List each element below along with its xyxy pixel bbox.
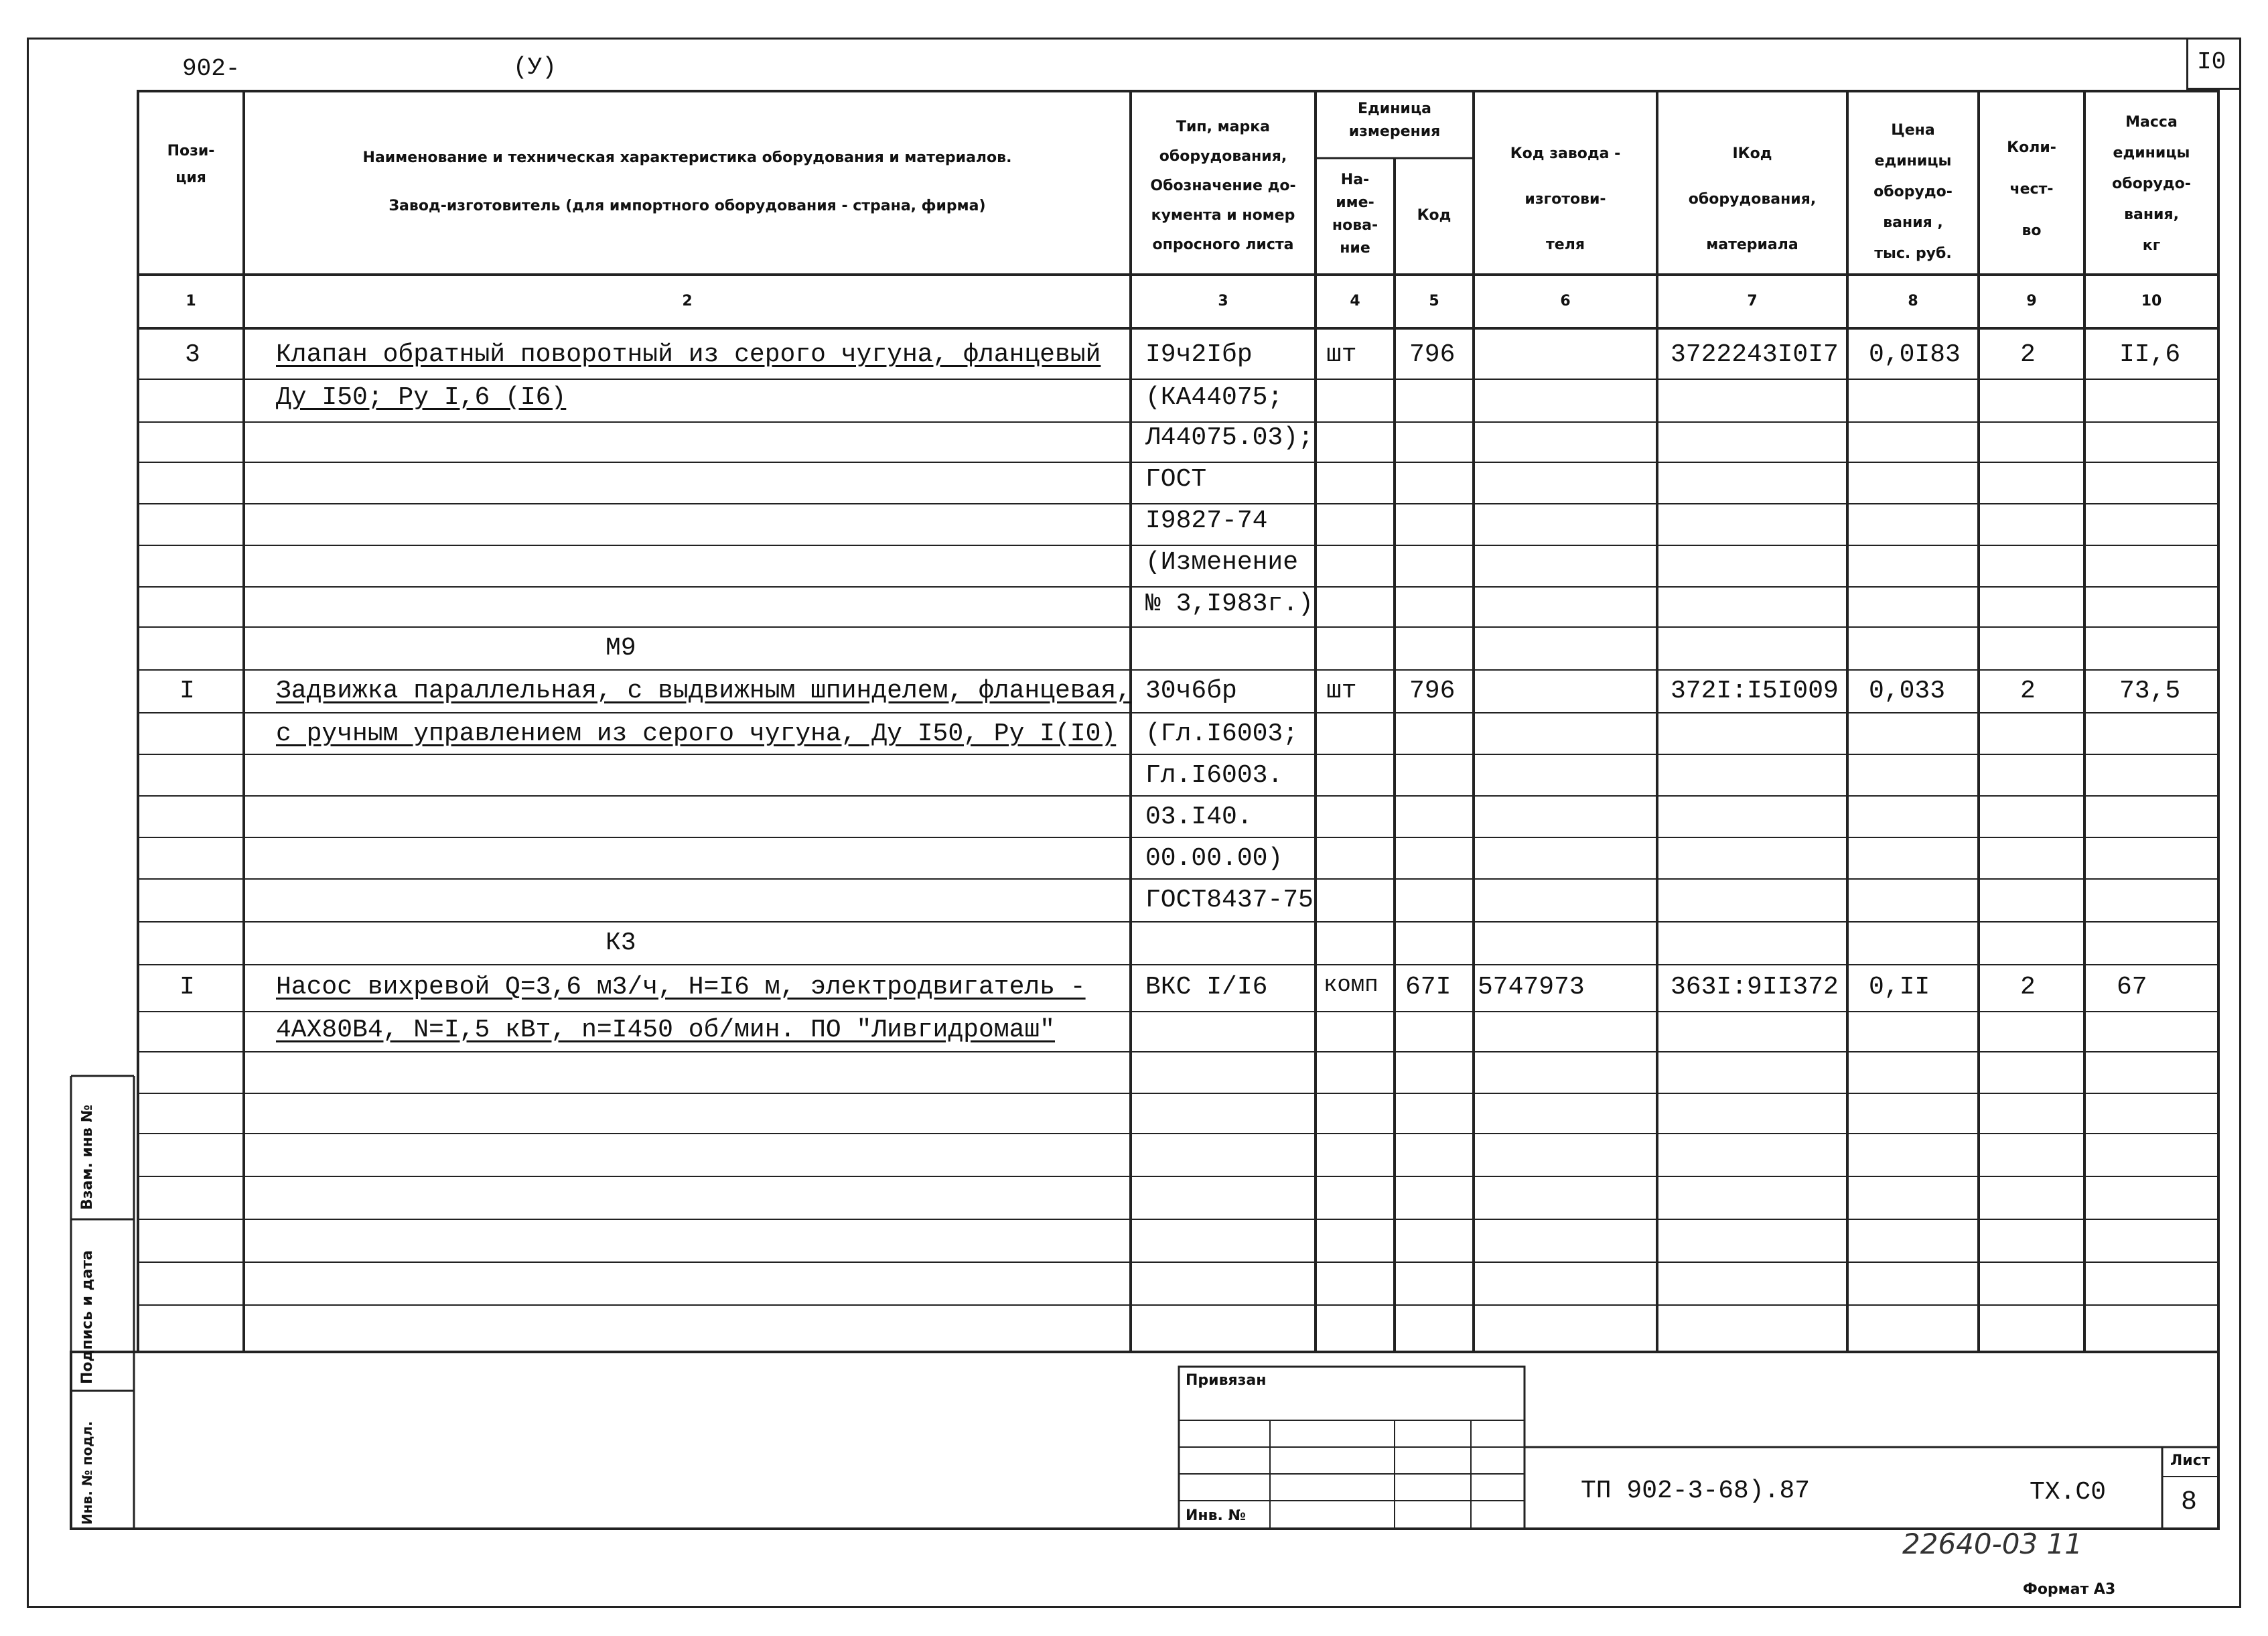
row2-unit: шт [1326, 677, 1357, 705]
row1-name-line1: Клапан обратный поворотный из серого чугуна, фланцевый [276, 340, 1101, 369]
stamp-inv: Инв. № [1186, 1507, 1247, 1524]
side-label-original: Инв. № подл. [79, 1421, 95, 1525]
row1-type-5: I9827-74 [1145, 506, 1268, 535]
row1-name-line2: Ду I50; Ру I,6 (I6) [276, 383, 567, 412]
row1-price: 0,0I83 [1869, 340, 1961, 369]
row2-name-line1: Задвижка параллельная, с выдвижным шпинделем, фланцевая, [276, 677, 1132, 705]
stamp-list-label: Лист [2170, 1452, 2210, 1469]
colnum-2: 2 [682, 293, 693, 310]
row3-position: I [180, 973, 195, 1002]
colnum-7: 7 [1747, 293, 1758, 310]
row2-equip-code: 372I:I5I009 [1671, 677, 1839, 705]
footer-handwritten-number: 22640-03 11 [1902, 1527, 2083, 1560]
row2-quantity: 2 [2020, 677, 2036, 705]
row1-type-4: ГОСТ [1145, 465, 1207, 494]
sheet-corner-number: I0 [2197, 48, 2226, 76]
row2-type-4: 03.I40. [1145, 803, 1253, 831]
colnum-5: 5 [1429, 293, 1439, 310]
row2-type-1: 30ч6бр [1145, 677, 1237, 705]
header-position: Пози- ция [167, 143, 215, 186]
colnum-6: 6 [1560, 293, 1571, 310]
row3-plant-code: 5747973 [1478, 973, 1585, 1002]
row2-type-5: 00.00.00) [1145, 844, 1283, 873]
header-unit-group: Единица измерения [1348, 100, 1441, 140]
stamp-list-number: 8 [2181, 1487, 2198, 1517]
row1-unit: шт [1326, 340, 1357, 369]
row1-type-1: I9ч2Iбр [1145, 340, 1253, 369]
row1-type-3: Л44075.03); [1145, 423, 1314, 452]
header-type: Тип, марка оборудования, Обозначение до- кумента и номер опросного листа [1150, 119, 1296, 253]
row3-mass: 67 [2117, 973, 2147, 1002]
row1-unit-code: 796 [1409, 340, 1456, 369]
colnum-8: 8 [1908, 293, 1918, 310]
section-m9: М9 [606, 634, 636, 663]
row1-type-6: (Изменение [1145, 548, 1299, 577]
row1-type-7: № 3,I983г.) [1145, 590, 1314, 618]
row3-unit: комп [1324, 973, 1378, 998]
row2-unit-code: 796 [1409, 677, 1456, 705]
stamp-doc-code: ТП 902-3-68).87 [1581, 1477, 1811, 1505]
header-mass: Масса единицы оборудо- вания, кг [2112, 114, 2191, 254]
row3-type-1: ВКС I/I6 [1145, 973, 1268, 1002]
footer-format: Формат А3 [2023, 1581, 2116, 1598]
row2-name-line2: с ручным управлением из серого чугуна, Ду I50, Ру I(I0) [276, 720, 1117, 748]
header-unit-name: На- име- нова- ние [1332, 172, 1378, 257]
row1-type-2: (КА44075; [1145, 383, 1283, 412]
doc-prefix: 902- [182, 55, 240, 82]
side-label-signature: Подпись и дата [79, 1250, 96, 1384]
colnum-10: 10 [2141, 293, 2162, 310]
header-unit-code: Код [1417, 207, 1451, 224]
row2-mass: 73,5 [2119, 677, 2181, 705]
doc-variant: (У) [513, 54, 557, 81]
row3-quantity: 2 [2020, 973, 2036, 1002]
colnum-1: 1 [186, 293, 196, 310]
stamp-sheet-code: ТХ.С0 [2030, 1478, 2107, 1507]
header-plant-code: Код завода - изготови- теля [1510, 145, 1621, 253]
colnum-4: 4 [1350, 293, 1360, 310]
header-name: Наименование и техническая характеристика оборудования и материалов. Завод-изготовитель (для импортного оборудования - страна, фирма) [362, 149, 1012, 214]
row2-type-3: Гл.I6003. [1145, 761, 1283, 790]
row2-price: 0,033 [1869, 677, 1946, 705]
header-price: Цена единицы оборудо- вания , тыс. руб. [1873, 122, 1953, 262]
row2-type-2: (Гл.I6003; [1145, 720, 1299, 748]
row1-equip-code: 3722243I0I7 [1671, 340, 1839, 369]
stamp-privyazan: Привязан [1186, 1372, 1267, 1389]
row3-equip-code: 363I:9II372 [1671, 973, 1839, 1002]
row3-price: 0,II [1869, 973, 1930, 1002]
row2-type-6: ГОСТ8437-75 [1145, 886, 1314, 914]
section-k3: К3 [606, 929, 636, 957]
row1-quantity: 2 [2020, 340, 2036, 369]
row1-position: 3 [185, 340, 200, 369]
row3-name-line2: 4АХ80В4, N=I,5 кВт, n=I450 об/мин. ПО "Ливгидромаш" [276, 1016, 1055, 1044]
header-quantity: Коли- чест- во [2007, 139, 2056, 239]
row3-name-line1: Насос вихревой Q=3,6 м3/ч, H=I6 м, электродвигатель - [276, 973, 1086, 1002]
colnum-3: 3 [1218, 293, 1228, 310]
row2-position: I [180, 677, 195, 705]
header-equip-code: IКод оборудования, материала [1688, 145, 1817, 253]
row3-unit-code: 67I [1405, 973, 1451, 1002]
side-label-replacement: Взам. инв № [79, 1104, 96, 1210]
colnum-9: 9 [2026, 293, 2037, 310]
row1-mass: II,6 [2119, 340, 2181, 369]
